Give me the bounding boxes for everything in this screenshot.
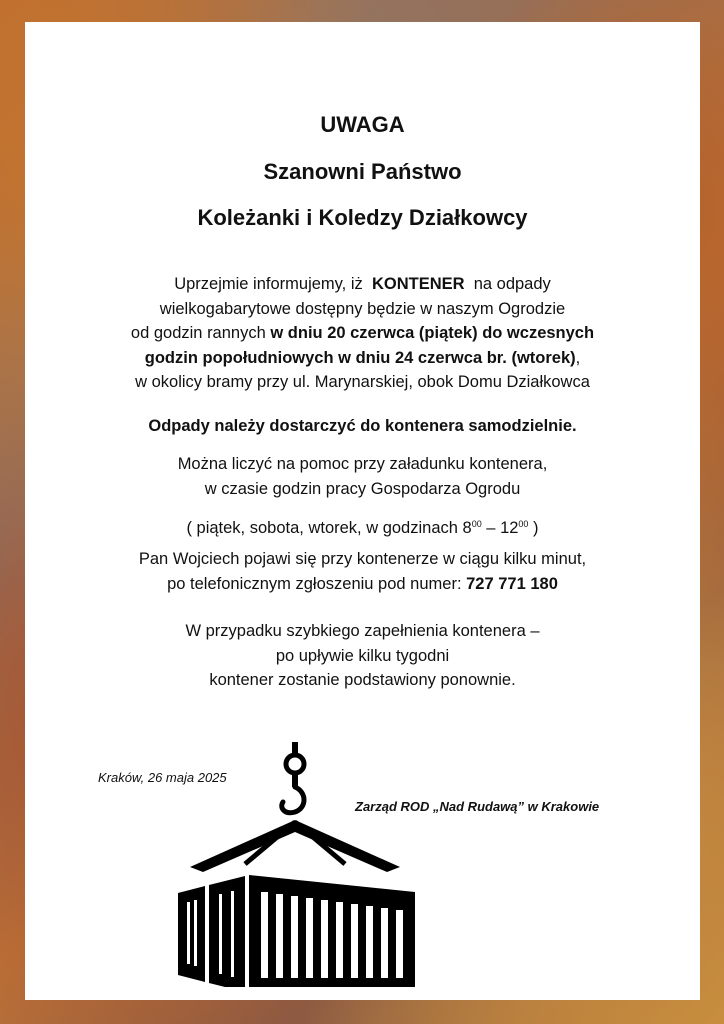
refill-paragraph: [25, 619, 700, 693]
announcement-text: od godzin rannych: [130, 324, 266, 342]
hours-to-minutes: 00: [518, 519, 529, 529]
audience: Koleżanki i Koledzy Działkowcy: [197, 205, 528, 230]
announcement-paragraph: [25, 272, 700, 395]
date-range-start: w dniu 20 czerwca (piątek) do wczesnych: [270, 324, 595, 342]
working-hours: [25, 512, 700, 541]
loading-help-paragraph: [25, 452, 700, 501]
issue-date: Kraków, 26 maja 2025: [98, 770, 227, 785]
hours-text: ): [528, 519, 539, 537]
signature: Zarząd ROD „Nad Rudawą” w Krakowie: [355, 799, 600, 814]
date-range-end: godzin popołudniowych w dniu 24 czerwca br. (wtorek): [144, 348, 576, 367]
refill-line: po upływie kilku tygodni: [275, 646, 450, 665]
hours-from-minutes: 00: [471, 519, 482, 529]
notice-title: UWAGA: [320, 112, 405, 137]
refill-line: W przypadku szybkiego zapełnienia kontenera –: [185, 622, 540, 640]
announcement-text: Uprzejmie informujemy, iż: [174, 275, 363, 293]
container-keyword: KONTENER: [371, 275, 465, 293]
loading-help-line: w czasie godzin pracy Gospodarza Ogrodu: [204, 479, 521, 498]
phone-number: 727 771 180: [466, 574, 558, 593]
self-delivery-notice: Odpady należy dostarczyć do kontenera samodzielnie.: [148, 417, 577, 435]
contact-line: po telefonicznym zgłoszeniu pod numer:: [167, 574, 462, 593]
loading-help-line: Można liczyć na pomoc przy załadunku kontenera,: [177, 455, 548, 473]
announcement-text: na odpady: [473, 275, 551, 293]
refill-line: kontener zostanie podstawiony ponownie.: [209, 671, 516, 689]
contact-paragraph: [25, 547, 700, 596]
hours-text: ( piątek, sobota, wtorek, w godzinach 8: [186, 519, 472, 537]
announcement-text: ,: [575, 348, 581, 367]
announcement-text: wielkogabarytowe dostępny będzie w naszym Ogrodzie: [159, 299, 566, 318]
shipping-container-icon: [175, 742, 420, 987]
location-text: w okolicy bramy przy ul. Marynarskiej, obok Domu Działkowca: [135, 373, 590, 391]
notice-sheet: [25, 22, 700, 1000]
hours-text: – 12: [481, 519, 519, 537]
greeting: Szanowni Państwo: [263, 159, 462, 184]
contact-line: Pan Wojciech pojawi się przy kontenerze w ciągu kilku minut,: [138, 550, 587, 568]
